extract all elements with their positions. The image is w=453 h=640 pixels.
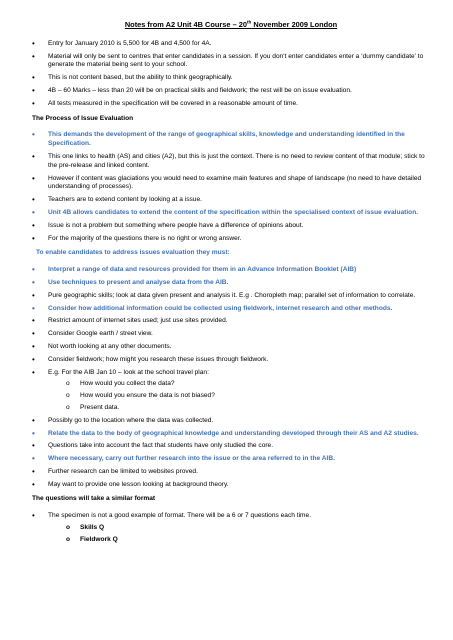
- section-heading: To enable candidates to address issues evaluation they must:: [36, 249, 230, 257]
- sub-list-item: o How would you collect the data?: [66, 380, 430, 389]
- list-item: • Relate the data to the body of geographical knowledge and understanding developed through their AS and A2 studies.: [32, 430, 430, 439]
- list-item: • Where necessary, carry out further research into the issue or the area referred to in the AIB.: [32, 455, 430, 464]
- sub-list-item: o Skills Q: [66, 524, 430, 533]
- list-item: • 4B – 60 Marks – less than 20 will be on practical skills and fieldwork; the rest will be on issue evaluation.: [32, 87, 430, 96]
- document-page: [32, 21, 430, 549]
- list-item: • Interpret a range of data and resources provided for them in an Advance Information Booklet (AIB): [32, 266, 430, 275]
- list-item: • Pure geographic skills; look at data given present and analysis it. E.g . Choropleth map; parallel set of information to correlate.: [32, 292, 430, 301]
- list-item: • This one links to health (AS) and cities (A2), but this is just the context. There is no need to review content of that module; stick to the pre-release and linked content.: [32, 153, 430, 171]
- list-item: • Consider fieldwork; how might you research these issues through fieldwork.: [32, 356, 430, 365]
- list-item: • Possibly go to the location where the data was collected.: [32, 417, 430, 426]
- document-title: Notes from A2 Unit 4B Course – 20th November 2009 London: [124, 19, 338, 29]
- list-item: • Further research can be limited to websites proved.: [32, 468, 430, 477]
- sub-list-item: o How would you ensure the data is not biased?: [66, 392, 430, 401]
- candidate-tasks-list: [32, 266, 430, 489]
- list-item: • For the majority of the questions there is no right or wrong answer.: [32, 235, 430, 244]
- list-item: • The specimen is not a good example of format. There will be a 6 or 7 questions each time. o Skills Q o Fieldwork Q: [32, 512, 430, 544]
- list-item: • Teachers are to extend content by looking at a issue.: [32, 196, 430, 205]
- issue-evaluation-list: [32, 131, 430, 243]
- list-item: • However if content was glaciations you would need to examine main features and shape of landscape (no need to have detailed understanding of processes).: [32, 175, 430, 193]
- list-item: • Material will only be sent to centres that enter candidates in a session. If you don't enter candidates enter a ‘dummy candidate’ to generate the material being sent to your school.: [32, 53, 430, 71]
- list-item: • This demands the development of the range of geographical skills, knowledge and understanding identified in the Specification.: [32, 131, 430, 149]
- list-item: • Use techniques to present and analyse data from the AIB.: [32, 279, 430, 288]
- list-item: • E.g. For the AIB Jan 10 – look at the school travel plan: o How would you collect the data? o How would you ensure the data is not biased? o Present data.: [32, 369, 430, 413]
- sub-list: [66, 380, 430, 412]
- list-item: • Restrict amount of internet sites used; just use sites provided.: [32, 317, 430, 326]
- section-heading: The Process of Issue Evaluation: [32, 114, 134, 122]
- sub-list-item: o Fieldwork Q: [66, 536, 430, 545]
- list-item: • Consider Google earth / street view.: [32, 330, 430, 339]
- question-format-list: [32, 512, 430, 544]
- list-item: • Not worth looking at any other documents.: [32, 343, 430, 352]
- list-item: • Entry for January 2010 is 5,500 for 4B and 4,500 for 4A.: [32, 40, 430, 49]
- intro-list: [32, 40, 430, 109]
- list-item: • Questions take into account the fact that students have only studied the core.: [32, 442, 430, 451]
- list-item: • All tests measured in the specification will be covered in a reasonable amount of time.: [32, 100, 430, 109]
- list-item: • Consider how additional information could be collected using fieldwork, internet research and other methods.: [32, 305, 430, 314]
- sub-list-item: o Present data.: [66, 404, 430, 413]
- list-item: • Unit 4B allows candidates to extend the content of the specification within the specialised context of issue evaluation.: [32, 209, 430, 218]
- list-item: • May want to provide one lesson looking at background theory.: [32, 481, 430, 490]
- list-item: • This is not content based, but the ability to think geographically.: [32, 74, 430, 83]
- section-heading: The questions will take a similar format: [32, 495, 156, 503]
- sub-list: [66, 524, 430, 545]
- list-item: • Issue is not a problem but something where people have a difference of opinions about.: [32, 222, 430, 231]
